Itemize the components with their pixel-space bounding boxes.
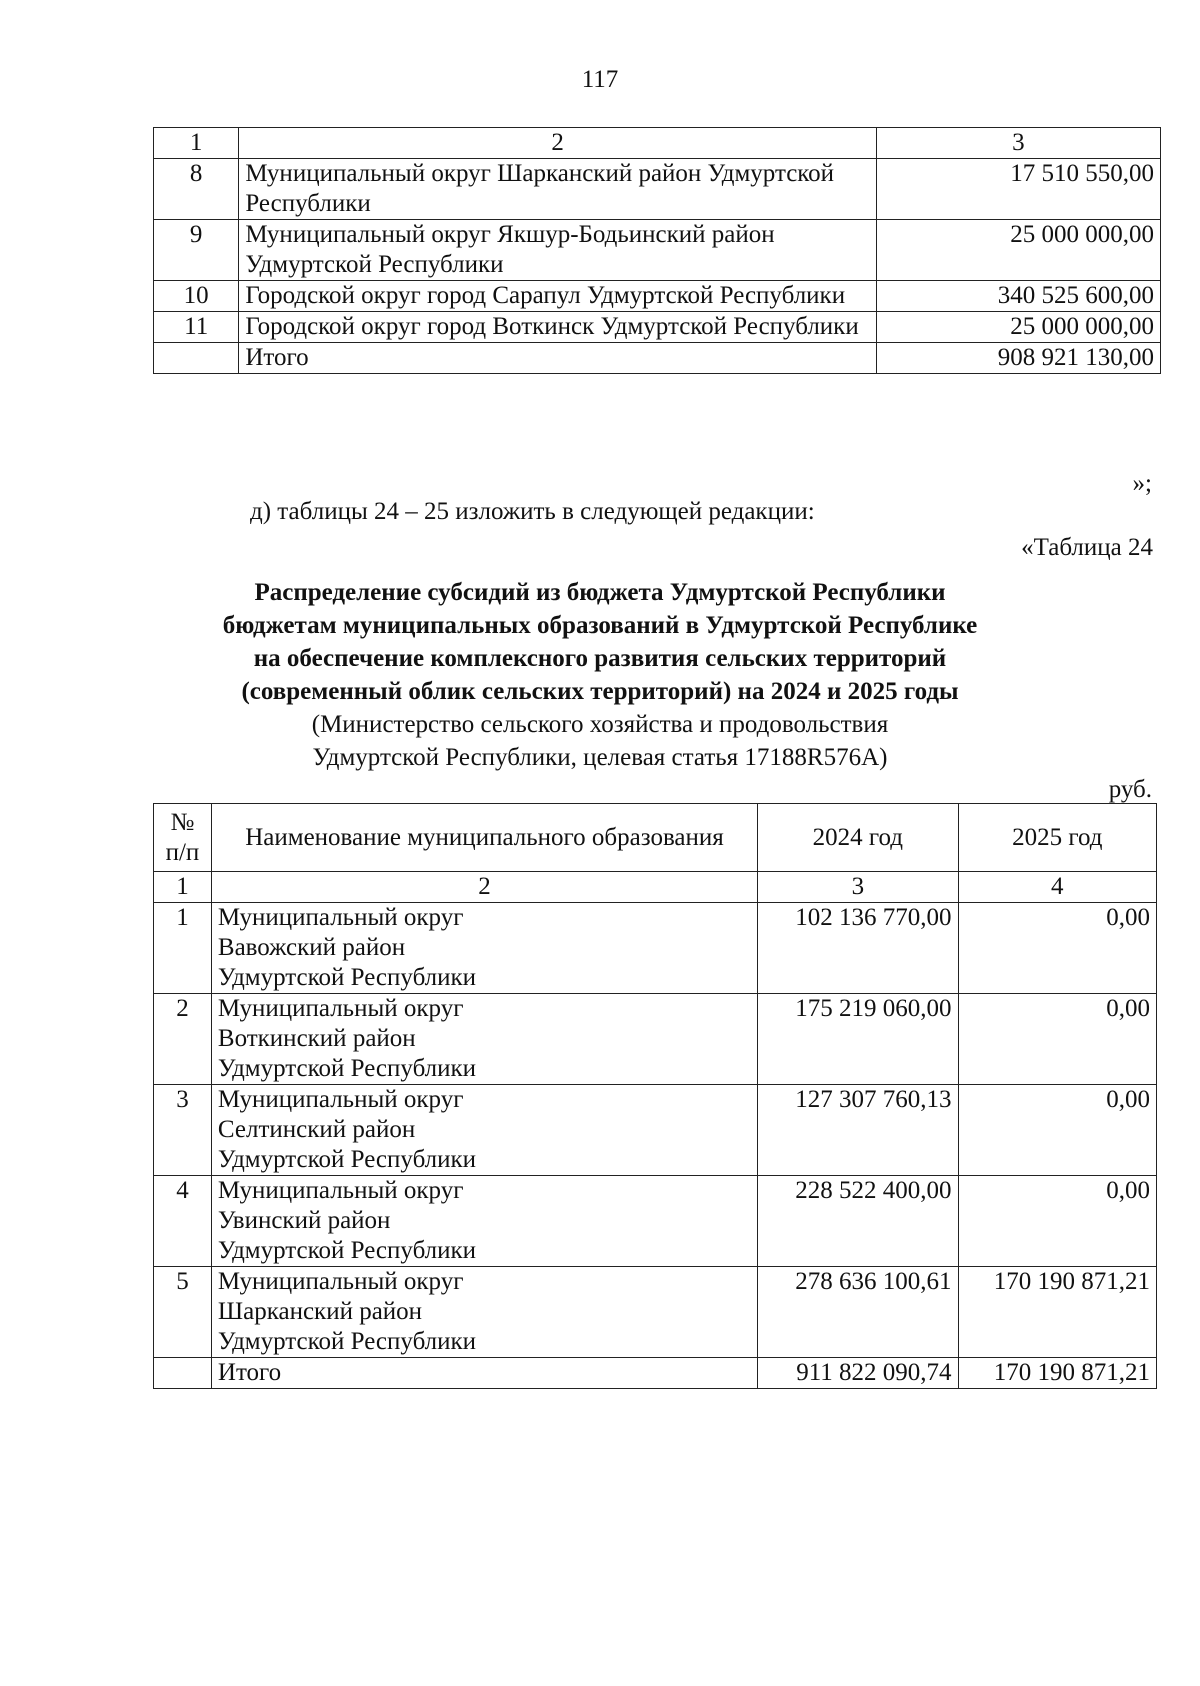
amount-2025: 0,00 — [958, 903, 1156, 994]
table-row — [154, 1176, 1157, 1267]
table-row — [154, 220, 1161, 281]
municipality-name — [211, 1085, 757, 1176]
row-number: 1 — [154, 903, 212, 994]
header-2024: 2024 год — [758, 804, 958, 872]
name-line: Удмуртской Республики — [217, 1055, 477, 1082]
municipality-name — [211, 1267, 757, 1358]
amount-2024: 102 136 770,00 — [758, 903, 958, 994]
municipality-name: Городской округ город Сарапул Удмуртской Республики — [239, 281, 877, 312]
total-row — [154, 343, 1161, 374]
header-row — [154, 804, 1157, 872]
col-number-2: 2 — [211, 872, 757, 903]
amount-2025: 170 190 871,21 — [958, 1267, 1156, 1358]
municipality-name — [211, 1176, 757, 1267]
header-number: № п/п — [154, 804, 212, 872]
amount: 17 510 550,00 — [876, 159, 1160, 220]
name-line: Муниципальный округ — [217, 995, 464, 1022]
total-row — [154, 1358, 1157, 1389]
name-line: Удмуртской Республики — [217, 1328, 477, 1355]
municipality-name — [211, 994, 757, 1085]
page-number: 117 — [581, 66, 619, 93]
total-2024: 911 822 090,74 — [758, 1358, 958, 1389]
row-number: 10 — [154, 281, 239, 312]
name-line: Увинский район — [217, 1207, 391, 1234]
row-number: 9 — [154, 220, 239, 281]
amount: 25 000 000,00 — [876, 220, 1160, 281]
table-row — [154, 994, 1157, 1085]
table-title — [0, 576, 1200, 774]
name-line: Удмуртской Республики — [217, 1146, 477, 1173]
name-line: Воткинский район — [217, 1025, 416, 1052]
title-line: бюджетам муниципальных образований в Удмуртской Республике — [222, 612, 978, 639]
total-label: Итого — [239, 343, 877, 374]
table-continuation — [153, 127, 1161, 374]
title-line: на обеспечение комплексного развития сельских территорий — [253, 645, 947, 672]
col-number-1: 1 — [154, 872, 212, 903]
amount-2024: 175 219 060,00 — [758, 994, 958, 1085]
title-line: Распределение субсидий из бюджета Удмуртской Республики — [254, 579, 946, 606]
total-label: Итого — [211, 1358, 757, 1389]
header-name: Наименование муниципального образования — [211, 804, 757, 872]
subtitle-line: Удмуртской Республики, целевая статья 17188R576A) — [312, 744, 888, 771]
column-number-row — [154, 128, 1161, 159]
column-number-row — [154, 872, 1157, 903]
amount-2025: 0,00 — [958, 994, 1156, 1085]
name-line: Вавожский район — [217, 934, 406, 961]
empty-cell — [154, 343, 239, 374]
name-line: Муниципальный округ — [217, 904, 464, 931]
amount: 25 000 000,00 — [876, 312, 1160, 343]
municipality-name: Муниципальный округ Шарканский район Удмуртской Республики — [239, 159, 877, 220]
title-line: (современный облик сельских территорий) на 2024 и 2025 годы — [241, 678, 959, 705]
table-row — [154, 1085, 1157, 1176]
col-number-2: 2 — [239, 128, 877, 159]
name-line: Шарканский район — [217, 1298, 423, 1325]
amount-2025: 0,00 — [958, 1176, 1156, 1267]
row-number: 11 — [154, 312, 239, 343]
amount-2024: 278 636 100,61 — [758, 1267, 958, 1358]
table-row — [154, 281, 1161, 312]
empty-cell — [154, 1358, 212, 1389]
name-line: Удмуртской Республики — [217, 964, 477, 991]
row-number: 3 — [154, 1085, 212, 1176]
table-row — [154, 312, 1161, 343]
subsidy-table — [153, 803, 1157, 1389]
amount-2025: 0,00 — [958, 1085, 1156, 1176]
total-amount: 908 921 130,00 — [876, 343, 1160, 374]
name-line: Муниципальный округ — [217, 1268, 464, 1295]
municipality-name — [211, 903, 757, 994]
table-row — [154, 159, 1161, 220]
unit-label: руб. — [1108, 776, 1152, 803]
municipality-name: Городской округ город Воткинск Удмуртской Республики — [239, 312, 877, 343]
header-2025: 2025 год — [958, 804, 1156, 872]
table-row — [154, 1267, 1157, 1358]
subtitle-line: (Министерство сельского хозяйства и продовольствия — [311, 711, 889, 738]
amount-2024: 127 307 760,13 — [758, 1085, 958, 1176]
name-line: Муниципальный округ — [217, 1177, 464, 1204]
name-line: Муниципальный округ — [217, 1086, 464, 1113]
row-number: 8 — [154, 159, 239, 220]
table-row — [154, 903, 1157, 994]
closing-quote: »; — [1132, 470, 1152, 497]
amount: 340 525 600,00 — [876, 281, 1160, 312]
amount-2024: 228 522 400,00 — [758, 1176, 958, 1267]
row-number: 2 — [154, 994, 212, 1085]
municipality-name: Муниципальный округ Якшур-Бодьинский район Удмуртской Республики — [239, 220, 877, 281]
instruction-text: д) таблицы 24 – 25 изложить в следующей редакции: — [250, 498, 815, 525]
col-number-3: 3 — [876, 128, 1160, 159]
name-line: Удмуртской Республики — [217, 1237, 477, 1264]
col-number-4: 4 — [958, 872, 1156, 903]
name-line: Селтинский район — [217, 1116, 416, 1143]
row-number: 5 — [154, 1267, 212, 1358]
total-2025: 170 190 871,21 — [958, 1358, 1156, 1389]
row-number: 4 — [154, 1176, 212, 1267]
col-number-1: 1 — [154, 128, 239, 159]
table-label: «Таблица 24 — [1021, 534, 1153, 561]
col-number-3: 3 — [758, 872, 958, 903]
